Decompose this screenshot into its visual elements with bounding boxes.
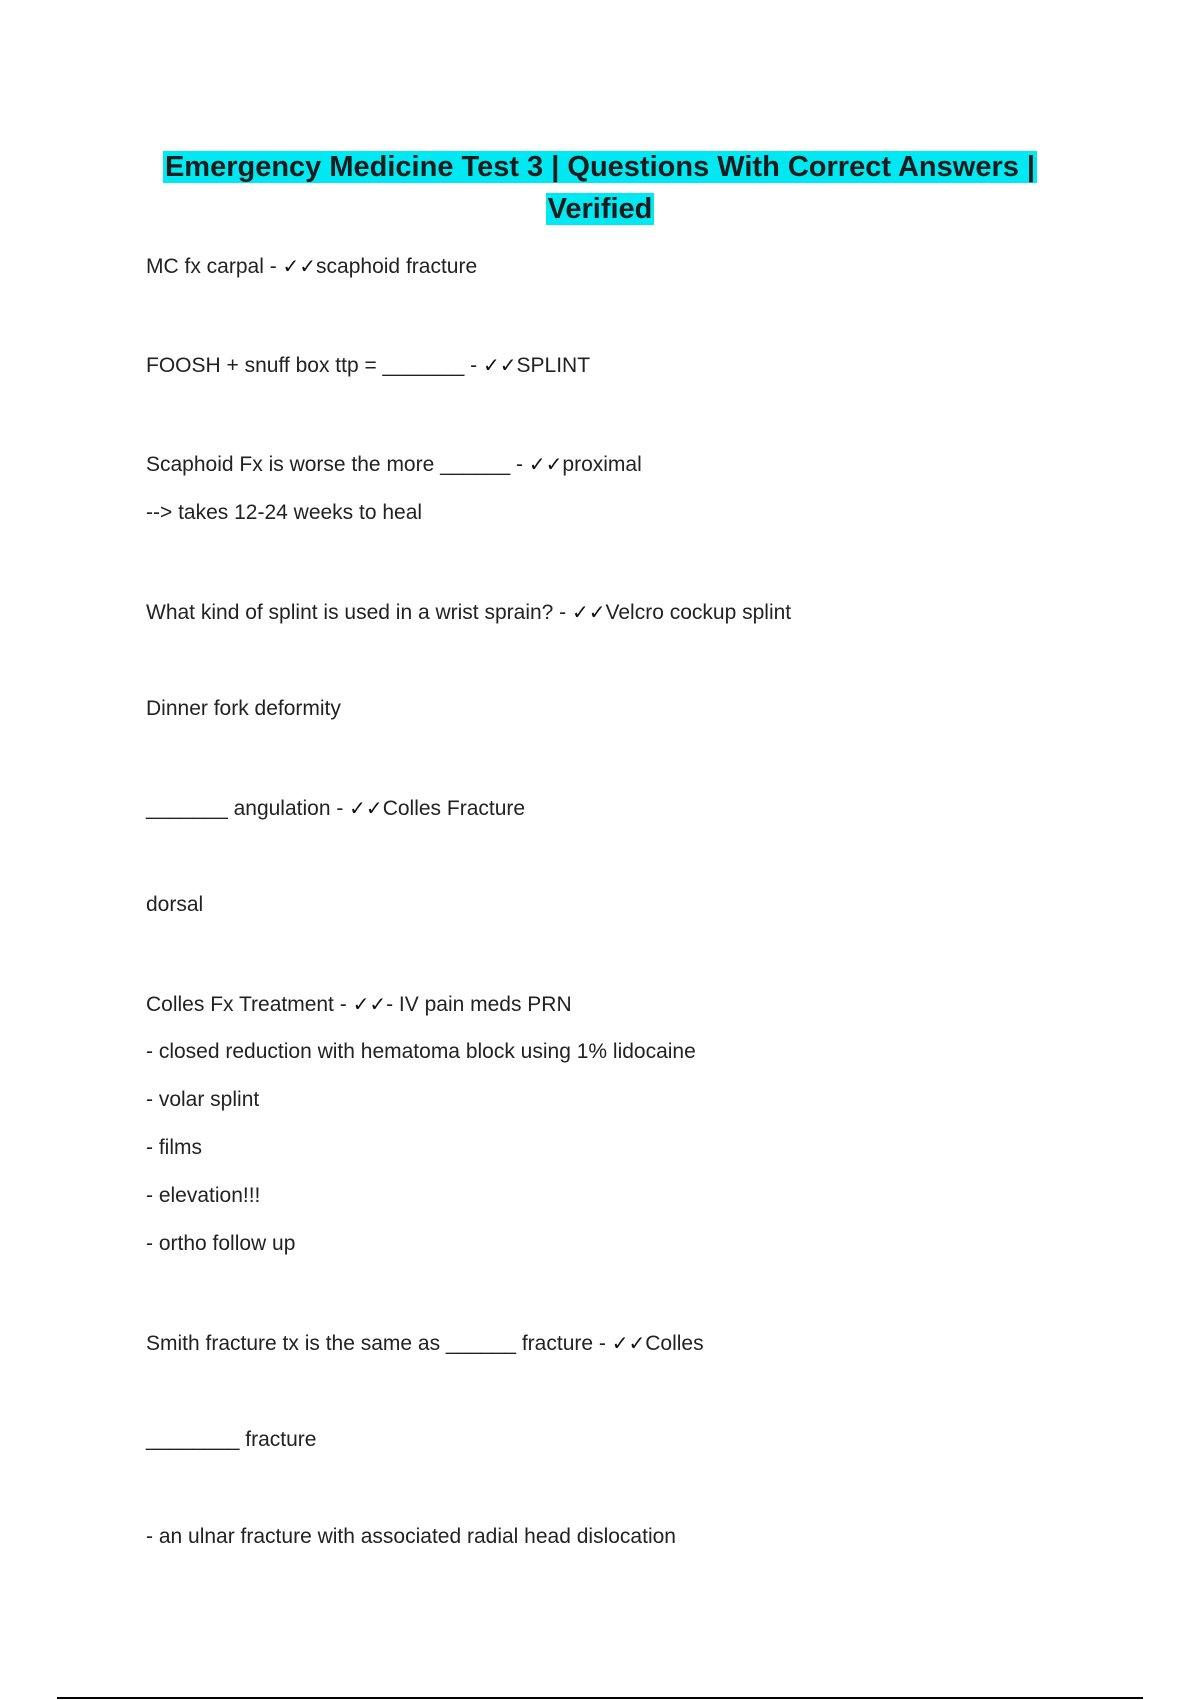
check-mark-icon: ✓✓ [572, 600, 606, 624]
qa-line-smith-fracture [146, 1330, 704, 1357]
check-mark-icon: ✓✓ [528, 452, 563, 476]
question-text: FOOSH + snuff box ttp = _______ - [146, 354, 483, 377]
text-line-ulnar-fracture: - an ulnar fracture with associated radial head dislocation [146, 1525, 676, 1548]
question-text: Scaphoid Fx is worse the more ______ - [146, 453, 529, 476]
page-title-line-1: Emergency Medicine Test 3 | Questions With Correct Answers | [164, 151, 1036, 183]
qa-line-angulation [146, 795, 525, 822]
text-line-ortho-follow-up: - ortho follow up [146, 1232, 296, 1255]
check-mark-icon: ✓✓ [349, 796, 383, 820]
check-mark-icon: ✓✓ [611, 1331, 646, 1355]
answer-text: proximal [562, 453, 642, 476]
question-text: Smith fracture tx is the same as ______ fracture - [146, 1332, 612, 1355]
text-line-volar-splint: - volar splint [146, 1088, 260, 1111]
text-line-closed-reduction: - closed reduction with hematoma block using 1% lidocaine [146, 1040, 696, 1063]
qa-line-mc-fx-carpal [146, 253, 477, 280]
text-line-blank-fracture: ________ fracture [146, 1428, 317, 1451]
question-text: Colles Fx Treatment - [146, 993, 353, 1016]
page-title [0, 146, 1200, 230]
answer-text: SPLINT [516, 354, 591, 377]
question-text: MC fx carpal - [146, 255, 283, 278]
check-mark-icon: ✓✓ [282, 254, 317, 278]
answer-text: Velcro cockup splint [605, 601, 792, 624]
answer-text: scaphoid fracture [316, 255, 478, 278]
answer-text: Colles Fracture [382, 797, 526, 820]
text-line-heal-time: --> takes 12-24 weeks to heal [146, 501, 423, 524]
text-line-dinner-fork: Dinner fork deformity [146, 697, 341, 720]
text-line-dorsal: dorsal [146, 893, 204, 916]
page-title-line-2: Verified [547, 193, 653, 225]
answer-text: - IV pain meds PRN [386, 993, 572, 1016]
question-text: _______ angulation - [146, 797, 350, 820]
check-mark-icon: ✓✓ [482, 353, 517, 377]
page-bottom-rule [57, 1697, 1143, 1699]
qa-line-wrist-sprain [146, 599, 791, 626]
text-line-films: - films [146, 1136, 202, 1159]
answer-text: Colles [645, 1332, 704, 1355]
qa-line-colles-treatment [146, 991, 572, 1018]
check-mark-icon: ✓✓ [352, 992, 387, 1016]
question-text: What kind of splint is used in a wrist sprain? - [146, 601, 573, 624]
qa-line-scaphoid [146, 451, 642, 478]
qa-line-foosh [146, 352, 590, 379]
text-line-elevation: - elevation!!! [146, 1184, 261, 1207]
